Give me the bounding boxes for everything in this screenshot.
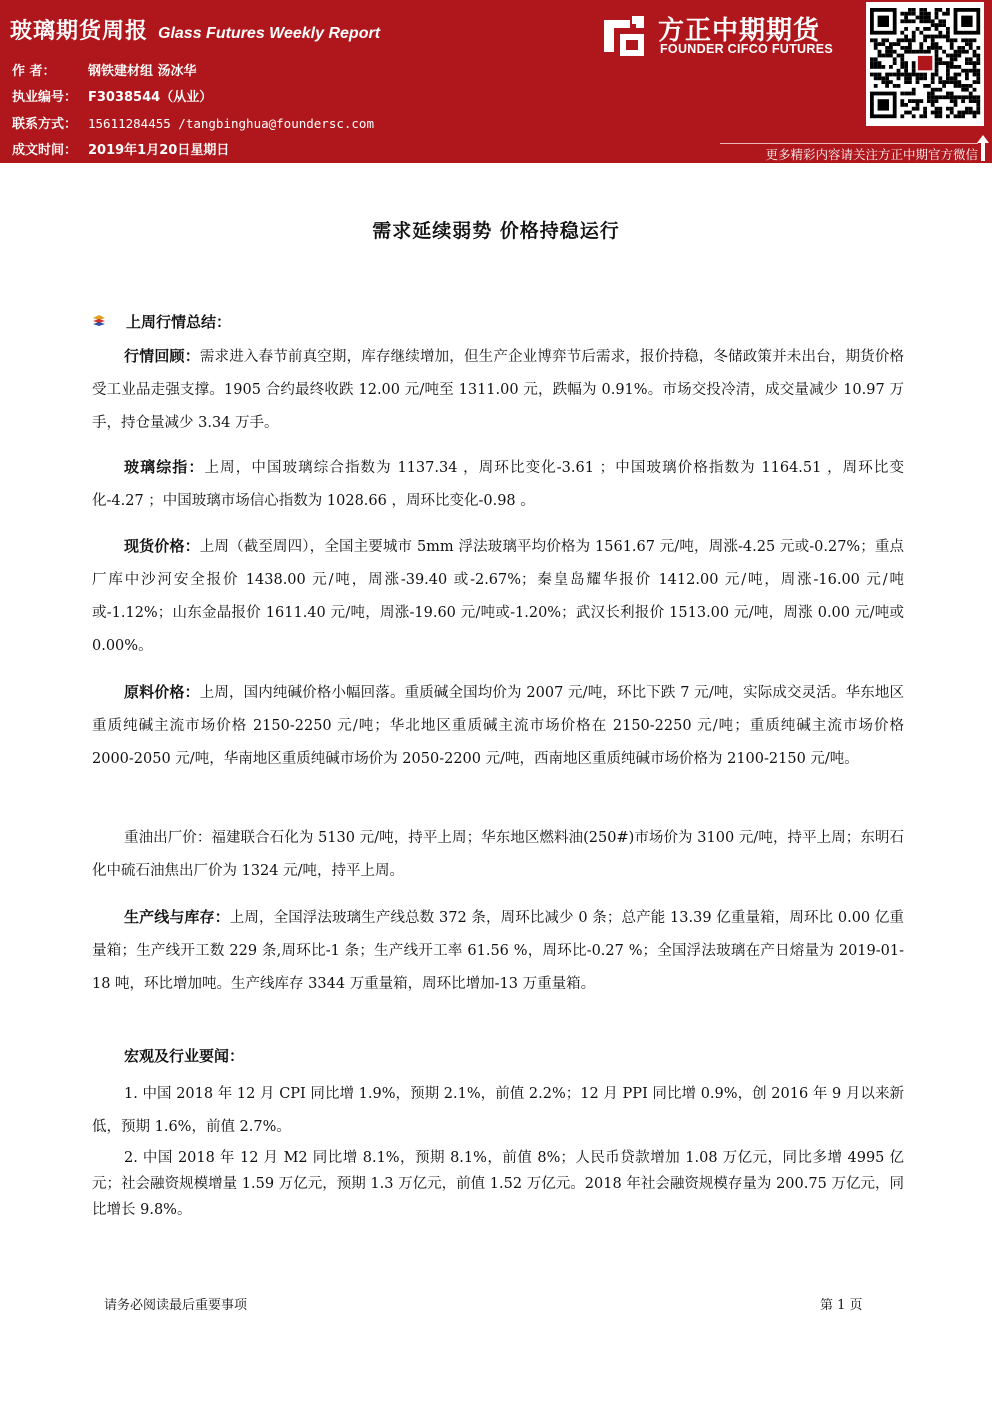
- footer-page-number: 第 1 页: [820, 1298, 863, 1313]
- paragraph-lead: 原料价格：: [124, 683, 200, 701]
- paragraph-text: 上周（截至周四），全国主要城市 5mm 浮法玻璃平均价格为 1561.67 元/吨，周涨-4.25 元或-0.27%；重点厂库中沙河安全报价 1438.00 元/吨，周涨-39.40 或-2.67%；秦皇岛耀华报价 1412.00 元/吨，周涨-16.00 元/吨或-1.12%；山东金晶报价 1611.40 元/吨，周涨-19.60 元/吨或-1.20%；武汉长利报价 1513.00 元/吨，周涨 0.00 元/吨或 0.00%。: [92, 539, 904, 654]
- paragraph-raw-material: [92, 676, 904, 776]
- section-bullet-icon: [92, 314, 106, 326]
- paragraph-lead: 行情回顾：: [124, 347, 200, 365]
- report-title: [10, 14, 380, 45]
- qr-code-icon: [866, 2, 984, 126]
- report-title-zh: 玻璃期货周报: [10, 19, 149, 44]
- meta-date-label: 成文时间：: [12, 143, 78, 158]
- report-header-band: [0, 0, 992, 163]
- section-heading-text: 上周行情总结：: [126, 313, 232, 331]
- meta-contact: [12, 113, 374, 132]
- paragraph-market-review: [92, 340, 904, 440]
- paragraph-lead: 玻璃综指：: [124, 458, 205, 476]
- macro-heading: 宏观及行业要闻：: [124, 1047, 245, 1065]
- qr-code[interactable]: [866, 2, 984, 126]
- meta-author-label: 作 者：: [12, 64, 56, 79]
- meta-author-value: 钢铁建材组 汤冰华: [88, 64, 197, 79]
- meta-date: [12, 139, 229, 158]
- meta-license-value: F3038544（从业）: [88, 90, 213, 105]
- report-title-en: Glass Futures Weekly Report: [158, 25, 381, 42]
- meta-contact-value[interactable]: 15611284455 /tangbinghua@foundersc.com: [88, 116, 374, 131]
- paragraph-text: 上周，中国玻璃综合指数为 1137.34 ，周环比变化-3.61 ；中国玻璃价格指数为 1164.51 ，周环比变化-4.27 ；中国玻璃市场信心指数为 1028.66 ，周环比变化-0.98 。: [92, 460, 904, 509]
- logo-text-zh: 方正中期期货: [658, 16, 821, 46]
- follow-wechat-text: 更多精彩内容请关注方正中期官方微信: [765, 147, 978, 162]
- meta-license-label: 执业编号：: [12, 90, 78, 105]
- paragraph-glass-index: [92, 451, 904, 518]
- paragraph-spot-price: [92, 530, 904, 663]
- paragraph-heavy-oil: [92, 822, 904, 888]
- news-item: 1. 中国 2018 年 12 月 CPI 同比增 1.9%，预期 2.1%，前值 2.2%；12 月 PPI 同比增 0.9%，创 2016 年 9 月以来新低，预期 1.6%，前值 2.7%。: [92, 1086, 904, 1135]
- paragraph-text: 需求进入春节前真空期，库存继续增加，但生产企业博弈节后需求，报价持稳，冬储政策并未出台，期货价格受工业品走强支撑。1905 合约最终收跌 12.00 元/吨至 1311.00 元，跌幅为 0.91%。市场交投冷清，成交量减少 10.97 万手，持仓量减少 3.34 万手。: [92, 349, 904, 431]
- follow-divider: [720, 143, 978, 144]
- meta-author: [12, 60, 197, 79]
- paragraph-lead: 生产线与库存：: [124, 908, 230, 926]
- company-logo: [602, 12, 857, 62]
- up-arrow-icon: [976, 134, 990, 162]
- paragraph-text: 上周，全国浮法玻璃生产线总数 372 条，周环比减少 0 条；总产能 13.39 亿重量箱，周环比 0.00 亿重量箱；生产线开工数 229 条,周环比-1 条；生产线开工率 61.56 %，周环比-0.27 %；全国浮法玻璃在产日熔量为 2019-01-18 吨，环比增加吨。生产线库存 3344 万重量箱，周环比增加-13 万重量箱。: [92, 910, 904, 992]
- meta-contact-label: 联系方式：: [12, 117, 78, 132]
- founder-logo-icon: [602, 14, 646, 58]
- meta-license: [12, 86, 212, 105]
- document-title: 需求延续弱势 价格持稳运行: [372, 220, 620, 242]
- paragraph-production-inventory: [92, 901, 904, 1001]
- paragraph-lead: 现货价格：: [124, 537, 200, 555]
- meta-date-value: 2019年1月20日星期日: [88, 143, 230, 158]
- logo-text-en: FOUNDER CIFCO FUTURES: [660, 42, 833, 56]
- news-item: 2. 中国 2018 年 12 月 M2 同比增 8.1%，预期 8.1%，前值 8%；人民币贷款增加 1.08 万亿元，同比多增 4995 亿元；社会融资规模增量 1.59 万亿元，预期 1.3 万亿元，前值 1.52 万亿元。2018 年社会融资规模存量为 200.75 万亿元，同比增长 9.8%。: [92, 1150, 904, 1218]
- paragraph-text: 重油出厂价：福建联合石化为 5130 元/吨，持平上周；华东地区燃料油(250#)市场价为 3100 元/吨，持平上周；东明石化中硫石油焦出厂价为 1324 元/吨，持平上周。: [92, 830, 904, 879]
- paragraph-text: 上周，国内纯碱价格小幅回落。重质碱全国均价为 2007 元/吨，环比下跌 7 元/吨，实际成交灵活。华东地区重质纯碱主流市场价格 2150-2250 元/吨；华北地区重质碱主流市场价格在 2150-2250 元/吨；重质纯碱主流市场价格 2000-2050 元/吨，华南地区重质纯碱市场价为 2050-2200 元/吨，西南地区重质纯碱市场价格为 2100-2150 元/吨。: [92, 685, 904, 767]
- footer-notice: 请务必阅读最后重要事项: [104, 1298, 248, 1313]
